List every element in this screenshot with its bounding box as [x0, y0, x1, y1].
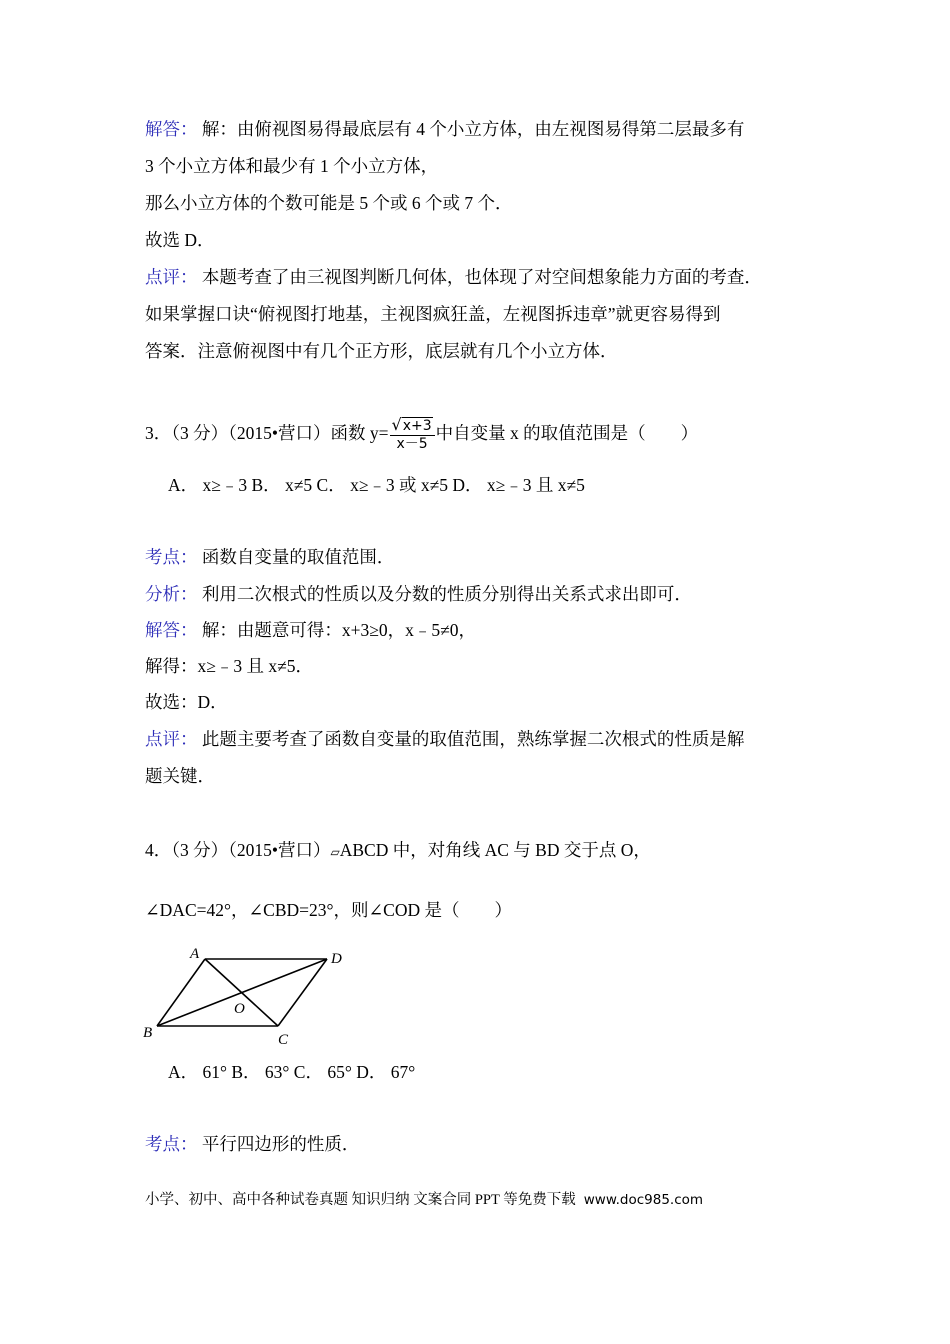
answer-line-3: 那么小立方体的个数可能是 5 个或 6 个或 7 个． [145, 193, 513, 213]
analysis-tag: 分析： [145, 584, 198, 604]
q3-analysis-line [145, 582, 692, 606]
parallelogram-symbol: ▱ [330, 845, 340, 859]
q3-fraction [390, 416, 435, 453]
q3-comment-line-2: 题关键． [145, 766, 215, 786]
footer-text: 小学、初中、高中各种试卷真题 知识归纳 文案合同 PPT 等免费下载 [145, 1192, 576, 1208]
point-text: 平行四边形的性质． [201, 1134, 360, 1154]
label-c: C [278, 1032, 289, 1048]
comment-line-1 [145, 265, 762, 289]
label-b: B [143, 1025, 153, 1041]
question-4-stem-line-2: ∠DAC=42°，∠CBD=23°，则∠COD 是（ ） [145, 900, 512, 920]
q4-point-line [145, 1132, 359, 1156]
comment-text: 此题主要考查了函数自变量的取值范围，熟练掌握二次根式的性质是解 [201, 729, 745, 749]
question-3-stem [145, 413, 698, 453]
answer-text: 解：由俯视图易得最底层有 4 个小立方体，由左视图易得第二层最多有 [201, 119, 745, 139]
comment-line-3: 答案．注意俯视图中有几个正方形，底层就有几个小立方体． [145, 341, 618, 361]
q3-point-line [145, 545, 394, 569]
answer-tag: 解答： [145, 119, 198, 139]
comment-tag: 点评： [145, 267, 198, 287]
label-a: A [190, 946, 200, 962]
label-o: O [234, 1001, 245, 1017]
q3-prefix: 3．（3 分）（2015•营口）函数 y= [145, 423, 389, 443]
analysis-text: 利用二次根式的性质以及分数的性质分别得出关系式求出即可． [201, 584, 692, 604]
comment-text: 本题考查了由三视图判断几何体，也体现了对空间想象能力方面的考查． [201, 267, 762, 287]
q3-answer-line-3: 故选：D． [145, 692, 228, 712]
answer-tag: 解答： [145, 620, 198, 640]
point-tag: 考点： [145, 1134, 198, 1154]
q4-line1-rest: ABCD 中，对角线 AC 与 BD 交于点 O， [339, 840, 651, 860]
comment-tag: 点评： [145, 729, 198, 749]
footer-url: www.doc985.com [583, 1192, 704, 1208]
sqrt-icon: √ [391, 415, 402, 435]
point-tag: 考点： [145, 547, 198, 567]
label-d: D [331, 951, 342, 967]
q3-answer-line-2: 解得：x≥﹣3 且 x≠5． [145, 656, 313, 676]
q3-comment-line-1 [145, 727, 744, 751]
answer-text: 解：由题意可得：x+3≥0，x﹣5≠0， [201, 620, 476, 640]
answer-line-1 [145, 117, 744, 141]
comment-line-2: 如果掌握口诀“俯视图打地基，主视图疯狂盖，左视图拆违章”就更容易得到 [145, 304, 721, 324]
answer-line-4: 故选 D． [145, 230, 215, 250]
parallelogram-figure [140, 940, 360, 1050]
q4-prefix: 4．（3 分）（2015•营口） [145, 840, 331, 860]
point-text: 函数自变量的取值范围． [201, 547, 395, 567]
q4-options: A． 61° B． 63° C． 65° D． 67° [168, 1062, 416, 1082]
page-footer [145, 1190, 703, 1210]
q3-options: A． x≥﹣3 B． x≠5 C． x≥﹣3 或 x≠5 D． x≥﹣3 且 x≠5 [168, 475, 585, 495]
question-4-stem-line-1 [145, 838, 651, 864]
q3-answer-line-1 [145, 618, 476, 642]
q3-suffix: 中自变量 x 的取值范围是（ ） [435, 423, 699, 443]
fraction-numerator: √x+3 [390, 416, 435, 436]
answer-line-2: 3 个小立方体和最少有 1 个小立方体， [145, 156, 439, 176]
fraction-denominator: x－5 [396, 436, 428, 453]
